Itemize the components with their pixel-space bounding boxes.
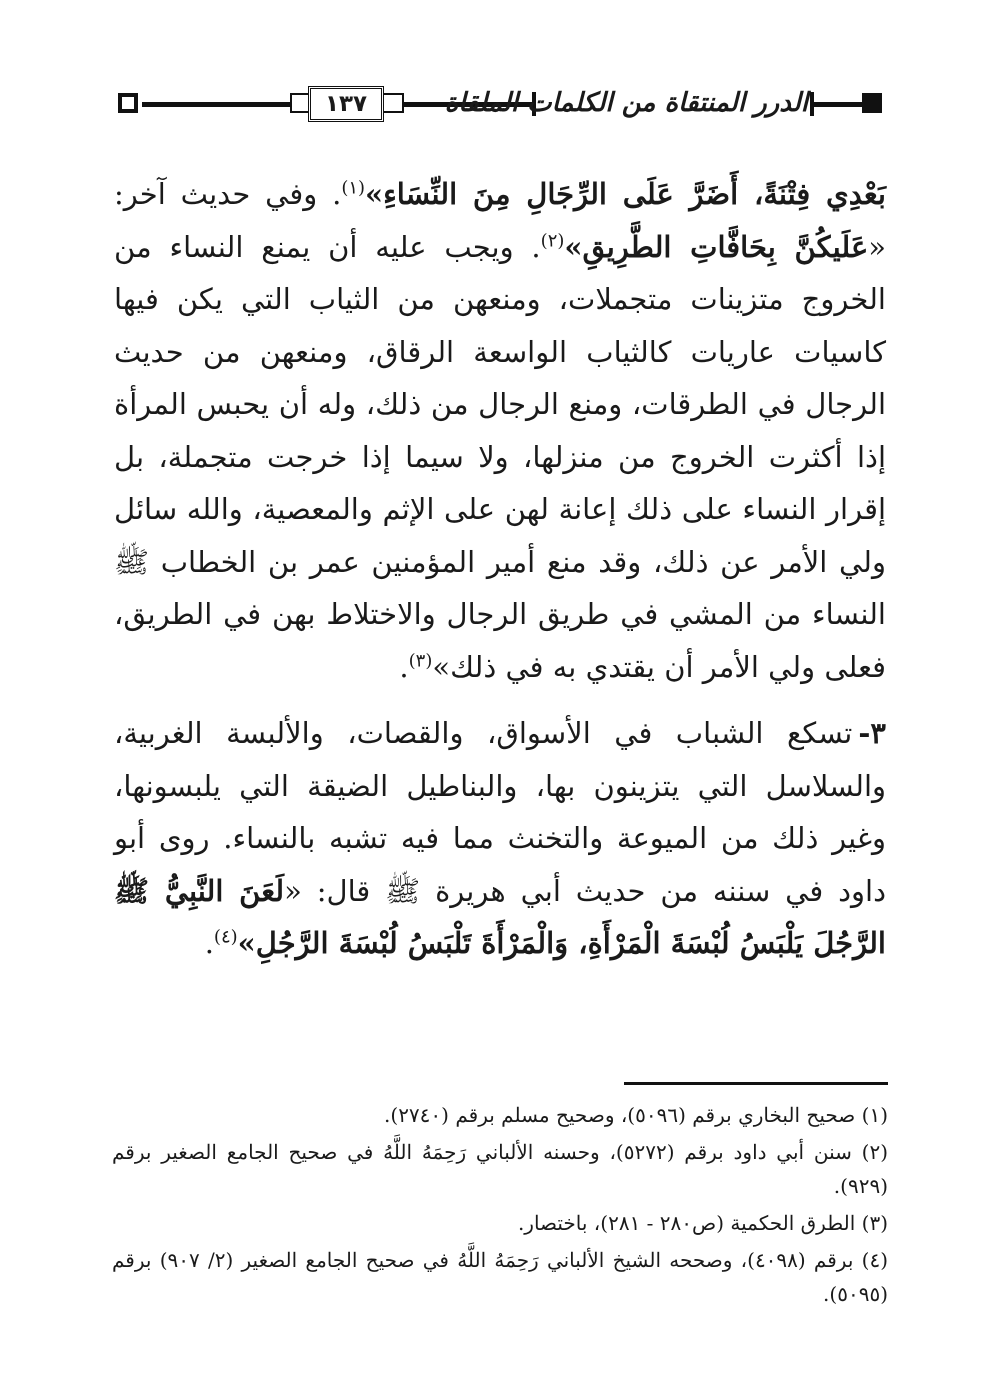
hadith-quote: لَعَنَ النَّبِيُّ ﷺ الرَّجُلَ يَلْبَسُ لُبْسَةَ الْمَرْأَةِ، وَالْمَرْأَةَ تَلْبَسُ لُبْسَةَ الرَّجُلِ» bbox=[114, 873, 886, 960]
paragraph-text: . وفي حديث آخر: « bbox=[114, 177, 886, 264]
footnote: (٤) برقم (٤٠٩٨)، وصححه الشيخ الألباني رَحِمَهُ اللَّهُ في صحيح الجامع الصغير (٢/ ٩٠٧) برقم (٥٠٩٥). bbox=[112, 1248, 888, 1306]
frame-ornament-right bbox=[384, 93, 404, 113]
header-rule-right bbox=[812, 102, 864, 107]
paragraph-text: تسكع الشباب في الأسواق، والقصات، والألبسة الغربية، والسلاسل التي يتزينون بها، والبناطيل الضيقة التي يلبسونها، وغير ذلك من الميوعة والتخنث مما فيه تشبه بالنساء. روى أبو داود في سننه من حديث أبي هريرة ﷺ قال: « bbox=[114, 716, 886, 908]
paragraph-text: . bbox=[204, 926, 214, 960]
paragraph bbox=[114, 168, 886, 693]
header-square-ornament-right bbox=[862, 93, 882, 113]
main-text bbox=[114, 168, 886, 970]
book-title: الدرر المنتقاة من الكلمات الملقاة bbox=[444, 88, 808, 118]
paragraph-text: . bbox=[399, 649, 409, 684]
hadith-quote: عَلَيكُنَّ بِحَافَّاتِ الطَّرِيقِ» bbox=[564, 229, 869, 264]
footnote-separator bbox=[624, 1082, 888, 1085]
footnotes bbox=[112, 1098, 888, 1314]
paragraph-text: . ويجب عليه أن يمنع النساء من الخروج متزينات متجملات، ومنعهن من الثياب التي يكن فيها كاسيات عاريات كالثياب الواسعة الرقاق، ومنعهن من حديث الرجال في الطرقات، ومنع الرجال من ذلك، وله أن يحبس المرأة إذا أكثرت الخروج من منزلها، ولا سيما إذا خرجت متجملة، بل إقرار النساء على ذلك إعانة لهن على الإثم والمعصية، والله سائل ولي الأمر عن ذلك، وقد منع أمير المؤمنين عمر بن الخطاب ﷺ النساء من المشي في طريق الرجال والاختلاط بهن في الطريق، فعلى ولي الأمر أن يقتدي به في ذلك» bbox=[114, 229, 886, 684]
header-rule-left bbox=[142, 102, 292, 107]
footnote-ref[interactable]: (٣) bbox=[408, 649, 433, 671]
header-square-ornament-left bbox=[118, 93, 138, 113]
footnote: (١) صحيح البخاري برقم (٥٠٩٦)، وصحيح مسلم برقم (٢٧٤٠). bbox=[384, 1103, 888, 1127]
footnote-ref[interactable]: (٢) bbox=[540, 229, 565, 251]
page-header bbox=[112, 80, 888, 128]
page-number-frame bbox=[290, 86, 404, 122]
frame-ornament-left bbox=[290, 93, 310, 113]
paragraph-numbered bbox=[114, 707, 886, 970]
footnote-ref[interactable]: (١) bbox=[341, 177, 366, 199]
footnote: (٣) الطرق الحكمية (ص٢٨٠ - ٢٨١)، باختصار. bbox=[517, 1211, 888, 1235]
footnote-ref[interactable]: (٤) bbox=[213, 926, 238, 948]
footnote: (٢) سنن أبي داود برقم (٥٢٧٢)، وحسنه الألباني رَحِمَهُ اللَّهُ في صحيح الجامع الصغير برقم (٩٢٩). bbox=[112, 1140, 888, 1198]
hadith-quote: بَعْدِي فِتْنَةً، أَضَرَّ عَلَى الرِّجَالِ مِنَ النِّسَاءِ» bbox=[365, 177, 886, 211]
list-number: ٣- bbox=[858, 716, 886, 750]
page-number: ١٣٧ bbox=[324, 91, 368, 117]
